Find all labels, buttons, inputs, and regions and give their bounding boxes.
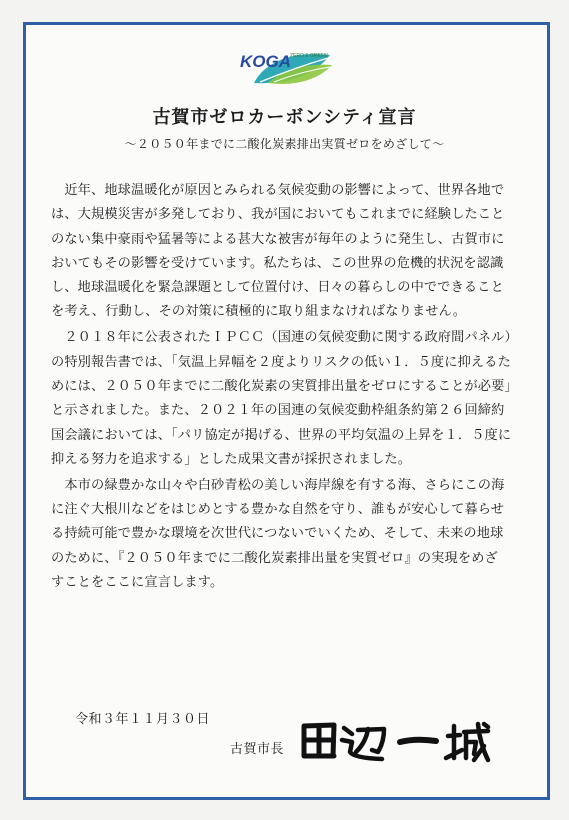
declaration-body — [51, 179, 521, 597]
declaration-date: 令和３年１１月３０日 — [75, 712, 211, 727]
mayor-title: 古賀市長 — [230, 742, 285, 757]
text-line: に注ぐ大根川などをはじめとする豊かな自然を守り、誰もが安心して暮らせ — [51, 502, 505, 518]
text-line: 抑える努力を追求する」とした成果文書が採択されました。 — [51, 451, 412, 467]
leaf-logo-icon — [238, 45, 336, 89]
text-line: と示されました。また、２０２１年の国連の気候変動枠組条約第２６回締約 — [51, 403, 505, 419]
paragraph-2 — [51, 326, 521, 472]
text-line: 国会議においては、「パリ協定が掲げる、世界の平均気温の上昇を１．５度に — [51, 427, 512, 443]
text-line: の特別報告書では、「気温上昇幅を２度よりリスクの低い１．５度に抑えるた — [51, 354, 511, 370]
text-line: ２０１８年に公表されたＩＰＣＣ（国連の気候変動に関する政府間パネル） — [51, 330, 518, 346]
logo-text: KOGA — [240, 52, 291, 71]
paragraph-3 — [51, 474, 521, 595]
paragraph-1 — [51, 179, 521, 325]
page-title: 古賀市ゼロカーボンシティ宣言 — [152, 107, 417, 128]
text-line: すことをここに宣言します。 — [51, 574, 224, 590]
text-line: のために、『２０５０年までに二酸化炭素排出量を実質ゼロ』の実現をめざ — [51, 550, 498, 566]
text-line: し、地球温暖化を緊急課題として位置付け、日々の暮らしの中でできること — [51, 280, 504, 296]
text-line: は、大規模災害が多発しており、我が国においてもこれまでに経験したこと — [51, 207, 505, 223]
text-line: を考え、行動し、その対策に積極的に取り組まなければなりません。 — [51, 304, 467, 320]
logo-tagline: ZERO & GREEN — [290, 53, 328, 59]
handwritten-signature — [298, 718, 493, 766]
text-line: おいてもその影響を受けています。私たちは、この世界の危機的状況を認識 — [51, 255, 504, 271]
text-line: 本市の緑豊かな山々や白砂青松の美しい海岸線を有する海、さらにこの海 — [51, 477, 505, 493]
text-line: る持続可能で豊かな環境を次世代につないでいくため、そして、未来の地球 — [51, 526, 504, 542]
text-line: のない集中豪雨や猛暑等による甚大な被害が毎年のように発生し、古賀市に — [51, 231, 505, 247]
text-line: めには、２０５０年までに二酸化炭素の実質排出量をゼロにすることが必要」 — [51, 378, 518, 394]
text-line: 近年、地球温暖化が原因とみられる気候変動の影響によって、世界各地で — [51, 183, 505, 198]
page-subtitle: ～２０５０年までに二酸化炭素排出実質ゼロをめざして～ — [124, 137, 445, 151]
